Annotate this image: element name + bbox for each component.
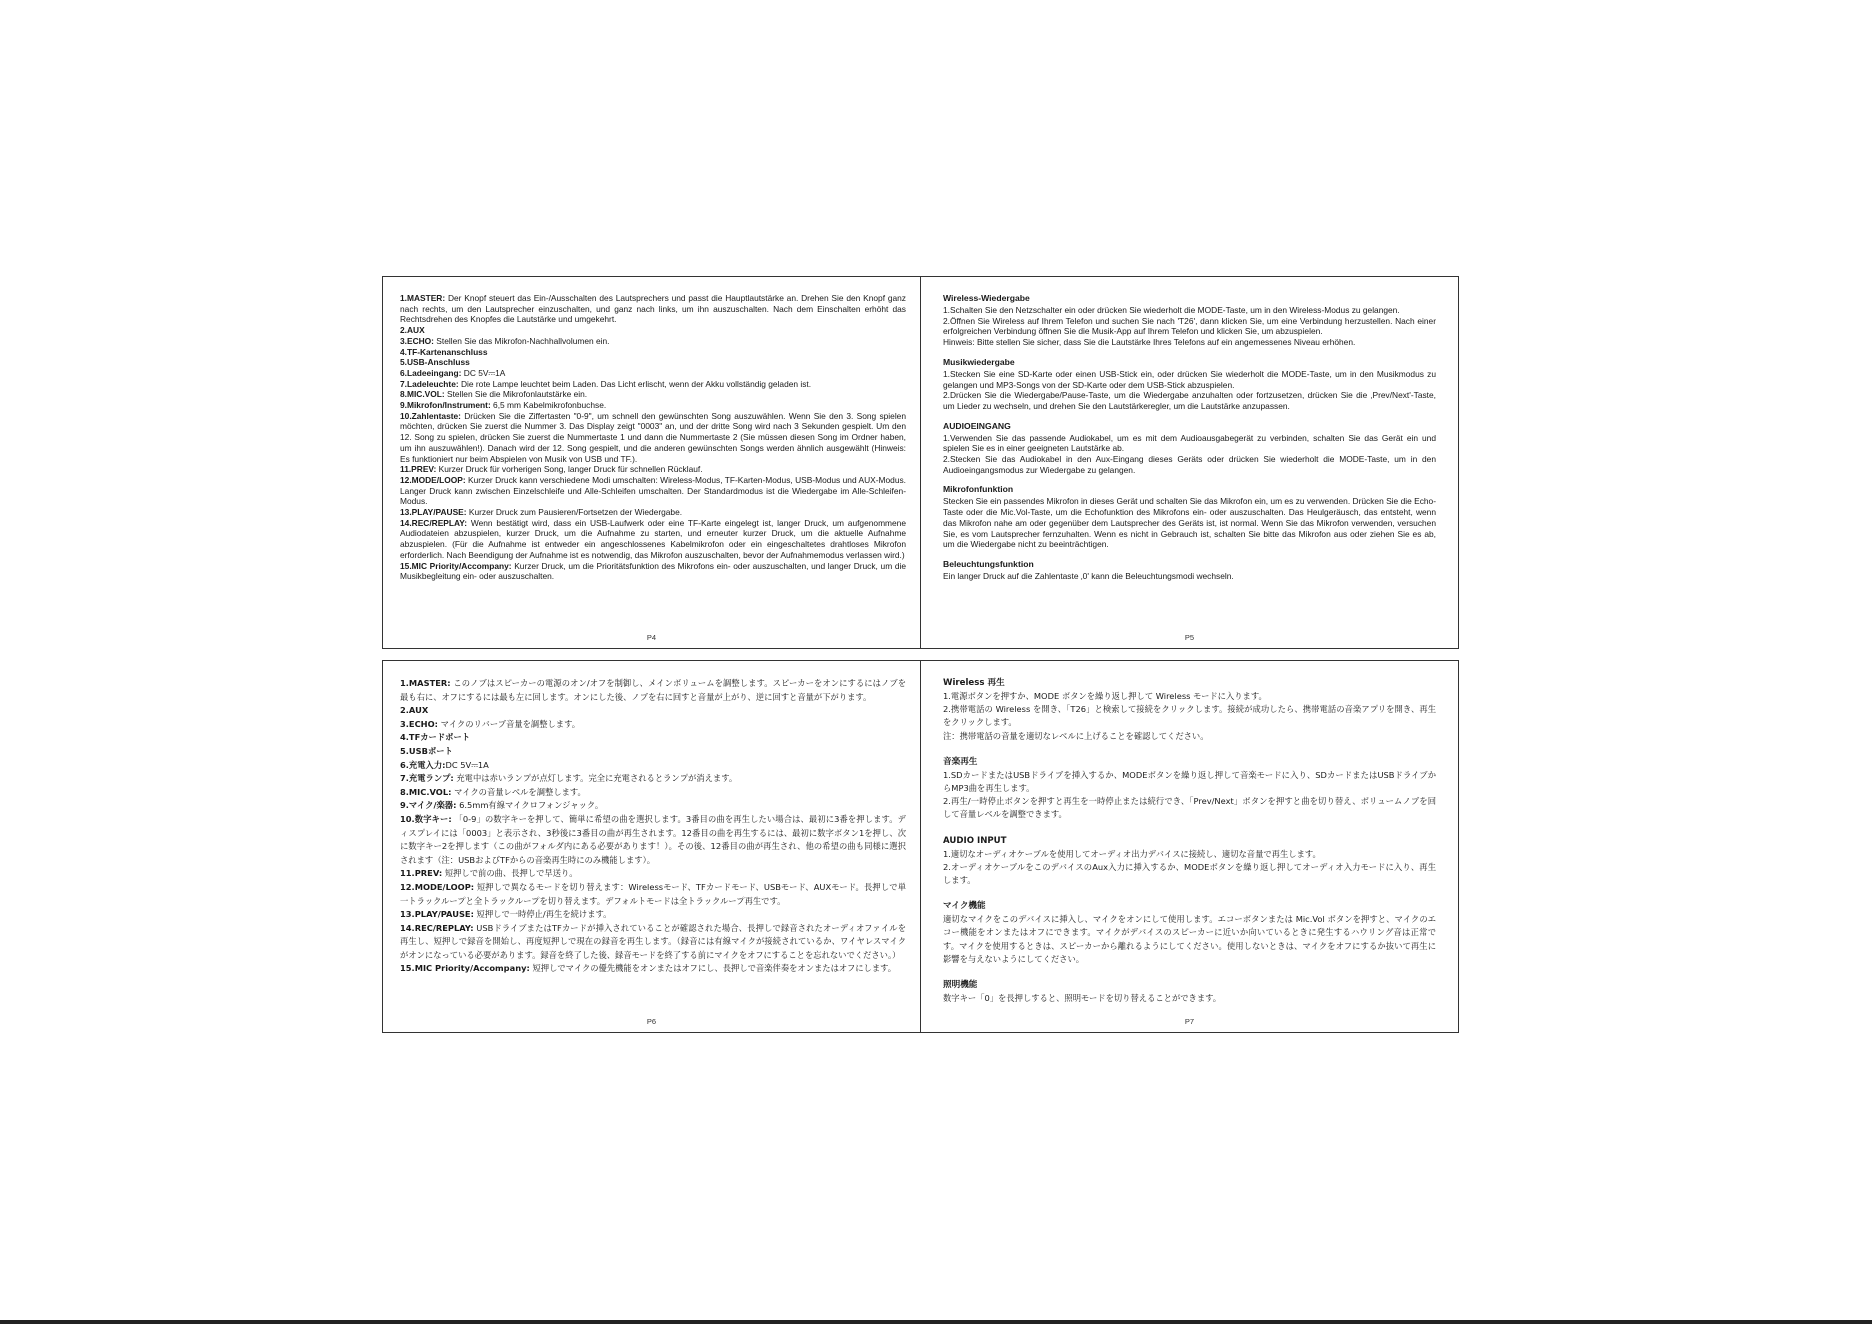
manual-section: [943, 677, 1436, 743]
manual-item-label: 11.PREV:: [400, 464, 437, 475]
manual-item-text: 充電中は赤いランプが点灯します。完全に充電されるとランプが消えます。: [453, 773, 738, 784]
section-title: Wireless 再生: [943, 678, 1005, 688]
manual-item-label: 5.USBポート: [400, 745, 453, 756]
section-line: 1.Stecken Sie eine SD-Karte oder einen USB-Stick ein, oder drücken Sie wiederholt die MODE-Taste, um in den Musikmodus zu gelangen und MP3-Songs von der SD-Karte oder dem USB-Stick abzuspielen.: [943, 368, 1436, 390]
section-line: 1.SDカードまたはUSBドライブを挿入するか、MODEボタンを繰り返し押して音楽モードに入り、SDカードまたはUSBドライブからMP3曲を再生します。: [943, 769, 1436, 794]
manual-section: [943, 357, 1436, 412]
page-p7: [921, 661, 1458, 1032]
section-title: Beleuchtungsfunktion: [943, 558, 1034, 569]
manual-item-text: 短押しで前の曲、長押しで早送り。: [442, 868, 578, 879]
manual-item-label: 4.TF-Kartenanschluss: [400, 346, 488, 357]
p5-body: [943, 293, 1436, 624]
section-title: Wireless-Wiedergabe: [943, 293, 1030, 303]
manual-section: [943, 835, 1436, 888]
manual-item-label: 9.Mikrofon/Instrument:: [400, 400, 491, 411]
manual-section: [943, 293, 1436, 348]
page-number-p5: P5: [1184, 633, 1195, 642]
manual-item-label: 6.Ladeeingang:: [400, 367, 462, 378]
manual-item-label: 2.AUX: [400, 705, 429, 716]
manual-item-text: Wenn bestätigt wird, dass ein USB-Laufwerk oder eine TF-Karte eingelegt ist, langer Druck, um aufgenommene Audiodateien abzuspielen, kurzer Druck, um die Aufnahme zu starten, und erneuter kurzer Druck, um die aktuelle Aufnahme abzuspielen. (Für die Aufnahme ist entweder ein angeschlossenes Kabelmikrofon oder ein eingeschaltetes drahtloses Mikrofon erforderlich. Nach Beendigung der Aufnahme ist es notwendig, das Mikrofon auszuschalten, bevor der Aufnahmemodus verlassen wird.): [400, 517, 906, 560]
section-line: 2.Stecken Sie das Audiokabel in den Aux-Eingang dieses Geräts oder drücken Sie wiederholt die MODE-Taste, um in den Audioeingangsmodus zur Wiedergabe zu gelangen.: [943, 454, 1436, 475]
manual-section: [943, 421, 1436, 476]
manual-item-text: Stellen Sie das Mikrofon-Nachhallvolumen ein.: [433, 335, 610, 346]
manual-item: [400, 518, 906, 561]
manual-item-label: 12.MODE/LOOP:: [400, 881, 475, 892]
manual-item-text: 短押しで一時停止/再生を続けます。: [473, 909, 612, 920]
section-title: AUDIOEINGANG: [943, 420, 1011, 431]
p6-body: [400, 677, 906, 1008]
manual-item: [400, 772, 906, 786]
manual-item-text: Kurzer Druck für vorherigen Song, langer Druck für schnellen Rücklauf.: [436, 464, 703, 475]
manual-item: [400, 379, 906, 390]
manual-item-text: 短押しでマイクの優先機能をオンまたはオフにし、長押しで音楽伴奏をオンまたはオフにします。: [529, 963, 897, 974]
page-number-p7: P7: [1184, 1017, 1195, 1026]
manual-item-text: マイクのリバーブ音量を調整します。: [438, 718, 581, 729]
manual-item-text: Kurzer Druck zum Pausieren/Fortsetzen der Wiedergabe.: [466, 507, 683, 518]
manual-item: [400, 799, 906, 813]
manual-item: [400, 813, 906, 867]
section-line: Stecken Sie ein passendes Mikrofon in dieses Gerät und schalten Sie das Mikrofon ein, um es zu verwenden. Drücken Sie die Echo-Taste oder die Mic.Vol-Taste, um die Echofunktion des Mikrofons ein- oder auszuschalten. Das Heulgeräusch, das entsteht, wenn das Mikrofon nahe am oder gegenüber dem Lautsprecher des Geräts ist, ist normal. Wenn Sie das Mikrofon verwenden, versuchen Sie, es vom Lautsprecher fernzuhalten. Wenn es nicht in Gebrauch ist, schalten Sie bitte das Mikrofon aus oder ziehen Sie es ab, um die Wiedergabe nicht zu beeinträchtigen.: [943, 496, 1436, 550]
manual-item-label: 1.MASTER:: [400, 293, 446, 303]
page-number-p6: P6: [646, 1017, 657, 1026]
manual-item-text: Die rote Lampe leuchtet beim Laden. Das Licht erlischt, wenn der Akku vollständig geladen ist.: [458, 378, 812, 389]
manual-item: [400, 718, 906, 732]
section-line: 2.携帯電話の Wireless を開き、「T26」と検索して接続をクリックします。接続が成功したら、携帯電話の音楽アプリを開き、再生をクリックします。: [943, 704, 1436, 728]
manual-item-label: 4.TFカードポート: [400, 732, 471, 743]
manual-sheet-bottom: [382, 660, 1459, 1033]
manual-item: [400, 389, 906, 400]
section-title: Mikrofonfunktion: [943, 484, 1014, 495]
manual-item-text: Drücken Sie die Ziffertasten "0-9", um schnell den gewünschten Song auszuwählen. Wenn Sie den 3. Song spielen möchten, drücken Sie zuerst die Nummer 3. Das Display zeigt "0003" an, und der dritte Song wird nach 3 Sekunden gespielt. Um den 12. Song zu spielen, drücken Sie zuerst die Nummertaste 1 und dann die Nummertaste 2 (Sie müssen diesen Song im Ordner haben, um ihn auszuwählen!). Danach wird der 12. Song gespielt, und die anderen gewünschten Songs werden ähnlich ausgewählt (Hinweis: Es funktioniert nur beim Abspielen von Musik von USB und TF.).: [400, 410, 906, 464]
manual-item-text: Der Knopf steuert das Ein-/Ausschalten des Lautsprechers und passt die Hauptlautstärke an. Drehen Sie den Knopf ganz nach rechts, um den Lautsprecher einzuschalten, und ganz nach links, um ihn auszuschalten. Nach dem Einschalten erhöht das Rechtsdrehen des Knopfes die Lautstärke und umgekehrt.: [400, 293, 906, 325]
manual-item: [400, 962, 906, 976]
manual-item: [400, 368, 906, 379]
manual-item-label: 6.充電入力:: [400, 759, 446, 770]
manual-item-text: Kurzer Druck kann verschiedene Modi umschalten: Wireless-Modus, TF-Karten-Modus, USB-Modus und AUX-Modus. Langer Druck kann zwischen Einzelschleife und Alle-Schleifen umschalten. Der Standardmodus ist die Wiedergabe im Alle-Schleifen-Modus.: [400, 474, 906, 507]
manual-item: [400, 867, 906, 881]
section-line: 2.Drücken Sie die Wiedergabe/Pause-Taste, um die Wiedergabe anzuhalten oder fortzusetzen, drücken Sie die ‚Prev/Next'-Taste, um Lieder zu wechseln, und drehen Sie den Lautstärkeregler, um die Lautstärke anzupassen.: [943, 390, 1436, 411]
manual-section: [943, 484, 1436, 550]
manual-item: [400, 336, 906, 347]
manual-item: [400, 464, 906, 475]
manual-item: [400, 704, 906, 718]
manual-item-label: 12.MODE/LOOP:: [400, 474, 466, 485]
manual-item-text: 6.5mm有線マイクロフォンジャック。: [456, 800, 604, 811]
section-title: マイク機能: [943, 901, 986, 912]
manual-item: [400, 786, 906, 800]
page-p6: [383, 661, 921, 1032]
manual-item-label: 3.ECHO:: [400, 718, 438, 729]
section-line: 2.オーディオケーブルをこのデバイスのAux入力に挿入するか、MODEボタンを繰り返し押してオーディオ入力モードに入り、再生します。: [943, 861, 1436, 886]
manual-item-text: マイクの音量レベルを調整します。: [451, 786, 586, 797]
section-line: 数字キー「0」を長押しすると、照明モードを切り替えることができます。: [943, 993, 1222, 1004]
page-p5: [921, 277, 1458, 648]
manual-item-text: 短押しで異なるモードを切り替えます：Wirelessモード、TFカードモード、USBモード、AUXモード。長押しで単一トラックループと全トラックループを切り替えます。デフォルトモードは全トラックループ再生です。: [400, 881, 906, 906]
manual-item-label: 9.マイク/楽器:: [400, 800, 457, 811]
manual-item-text: Kurzer Druck, um die Prioritätsfunktion des Mikrofons ein- oder auszuschalten, und langer Druck, um die Musikbegleitung ein- oder auszuschalten.: [400, 560, 906, 582]
manual-section: [943, 979, 1436, 1005]
manual-item: [400, 475, 906, 507]
section-line: 注：携帯電話の音量を適切なレベルに上げることを確認してください。: [943, 730, 1209, 741]
manual-item-text: DC 5V⎓1A: [445, 759, 489, 770]
p4-body: [400, 293, 906, 624]
manual-item-label: 13.PLAY/PAUSE:: [400, 909, 474, 920]
manual-item: [400, 881, 906, 908]
manual-item-text: 「0-9」の数字キーを押して、簡単に希望の曲を選択します。3番目の曲を再生したい場合は、最初に3番を押します。ディスプレイには「0003」と表示され、3秒後に3番目の曲が再生されます。12番目の曲を再生するには、最初に数字ボタン1を押し、次に数字キー2を押します（この曲がフォルダ内にある必要があります！）。その後、12番目の曲が再生され、他の希望の曲も同様に選択されます（注：USBおよびTFからの音楽再生時にのみ機能します）。: [400, 813, 906, 865]
manual-item: [400, 507, 906, 518]
manual-item-label: 13.PLAY/PAUSE:: [400, 507, 467, 518]
manual-item-label: 14.REC/REPLAY:: [400, 517, 468, 528]
section-line: 1.Verwenden Sie das passende Audiokabel, um es mit dem Audioausgabegerät zu verbinden, schalten Sie das Gerät ein und spielen Sie es in einer geeigneten Lautstärke ab.: [943, 432, 1436, 454]
p7-body: [943, 677, 1436, 1008]
manual-item-label: 11.PREV:: [400, 868, 443, 879]
manual-item-label: 7.充電ランプ:: [400, 773, 454, 784]
section-line: Hinweis: Bitte stellen Sie sicher, dass Sie die Lautstärke Ihres Telefons auf ein angemessenes Niveau erhöhen.: [943, 337, 1356, 348]
manual-item-text: USBドライブまたはTFカードが挿入されていることが確認された場合、長押しで録音されたオーディオファイルを再生し、短押しで録音を開始し、再度短押しで現在の録音を再生します。（録音には有線マイクが接続されているか、ワイヤレスマイクがオンになっている必要があります。録音を終了した後、録音モードを終了する前にマイクをオフにすることを忘れないでください。）: [400, 922, 906, 960]
manual-item: [400, 922, 906, 963]
manual-section: [943, 900, 1436, 966]
manual-item-label: 2.AUX: [400, 325, 425, 336]
bottom-edge-bar: [0, 1320, 1872, 1324]
manual-section: [943, 756, 1436, 822]
manual-item: [400, 731, 906, 745]
manual-item-label: 8.MIC.VOL:: [400, 389, 445, 400]
manual-item: [400, 400, 906, 411]
manual-sheet-top: [382, 276, 1459, 649]
manual-item: [400, 745, 906, 759]
manual-item-label: 15.MIC Priority/Accompany:: [400, 963, 530, 974]
section-line: 1.適切なオーディオケーブルを使用してオーディオ出力デバイスに接続し、適切な音量で再生します。: [943, 848, 1321, 859]
manual-item: [400, 325, 906, 336]
section-line: 2.再生/一時停止ボタンを押すと再生を一時停止または続行でき、「Prev/Next」ボタンを押すと曲を切り替え、ボリュームノブを回して音量レベルを調整できます。: [943, 796, 1436, 820]
page-p4: [383, 277, 921, 648]
manual-item: [400, 411, 906, 465]
manual-item-label: 5.USB-Anschluss: [400, 357, 470, 368]
manual-item-label: 1.MASTER:: [400, 678, 451, 688]
manual-item-text: Stellen Sie die Mikrofonlautstärke ein.: [444, 389, 588, 400]
page-number-p4: P4: [646, 633, 657, 642]
manual-item-label: 3.ECHO:: [400, 335, 434, 346]
manual-item-label: 14.REC/REPLAY:: [400, 922, 474, 933]
manual-item: [400, 347, 906, 358]
section-title: 照明機能: [943, 980, 978, 991]
manual-item: [400, 759, 906, 773]
manual-item: [400, 561, 906, 582]
manual-item-label: 15.MIC Priority/Accompany:: [400, 560, 512, 571]
section-title: Musikwiedergabe: [943, 356, 1015, 367]
manual-item-text: 6,5 mm Kabelmikrofonbuchse.: [490, 400, 607, 411]
manual-item-label: 10.数字キー:: [400, 813, 452, 824]
manual-item-text: このノブはスピーカーの電源のオン/オフを制御し、メインボリュームを調整します。スピーカーをオンにするにはノブを最も右に、オフにするには最も左に回します。オンにした後、ノブを右に回すと音量が上がり、逆に回すと音量が下がります。: [400, 678, 906, 702]
section-line: 適切なマイクをこのデバイスに挿入し、マイクをオンにして使用します。エコーボタンまたは Mic.Vol ボタンを押すと、マイクのエコー機能をオンまたはオフにできます。マイクがデバイスのスピーカーに近いか向いているときに発生するハウリング音は正常です。マイクを使用するときは、スピーカーから離れるようにしてください。使用しないときは、マイクをオフにするか抜いて再生に影響を与えないようにしてください。: [943, 914, 1436, 964]
manual-item-text: DC 5V⎓1A: [461, 367, 506, 378]
manual-item: [400, 293, 906, 325]
section-title: 音楽再生: [943, 756, 978, 767]
section-line: 2.Öffnen Sie Wireless auf Ihrem Telefon und suchen Sie nach 'T26', dann klicken Sie, um eine Verbindung herzustellen. Nach einer erfolgreichen Verbindung öffnen Sie die Musik-App auf Ihrem Telefon und klicken Sie, um abzuspielen.: [943, 315, 1436, 337]
section-line: Ein langer Druck auf die Zahlentaste ‚0' kann die Beleuchtungsmodi wechseln.: [943, 570, 1234, 581]
manual-item-label: 10.Zahlentaste:: [400, 410, 461, 421]
manual-item: [400, 677, 906, 704]
manual-section: [943, 559, 1436, 582]
manual-item-label: 7.Ladeleuchte:: [400, 378, 459, 389]
section-line: 1.電源ボタンを押すか、MODE ボタンを繰り返し押して Wireless モードに入ります。: [943, 691, 1267, 701]
manual-item: [400, 908, 906, 922]
section-line: 1.Schalten Sie den Netzschalter ein oder drücken Sie wiederholt die MODE-Taste, um in den Wireless-Modus zu gelangen.: [943, 305, 1400, 315]
manual-item: [400, 357, 906, 368]
manual-item-label: 8.MIC.VOL:: [400, 786, 452, 797]
section-title: AUDIO INPUT: [943, 835, 1007, 846]
